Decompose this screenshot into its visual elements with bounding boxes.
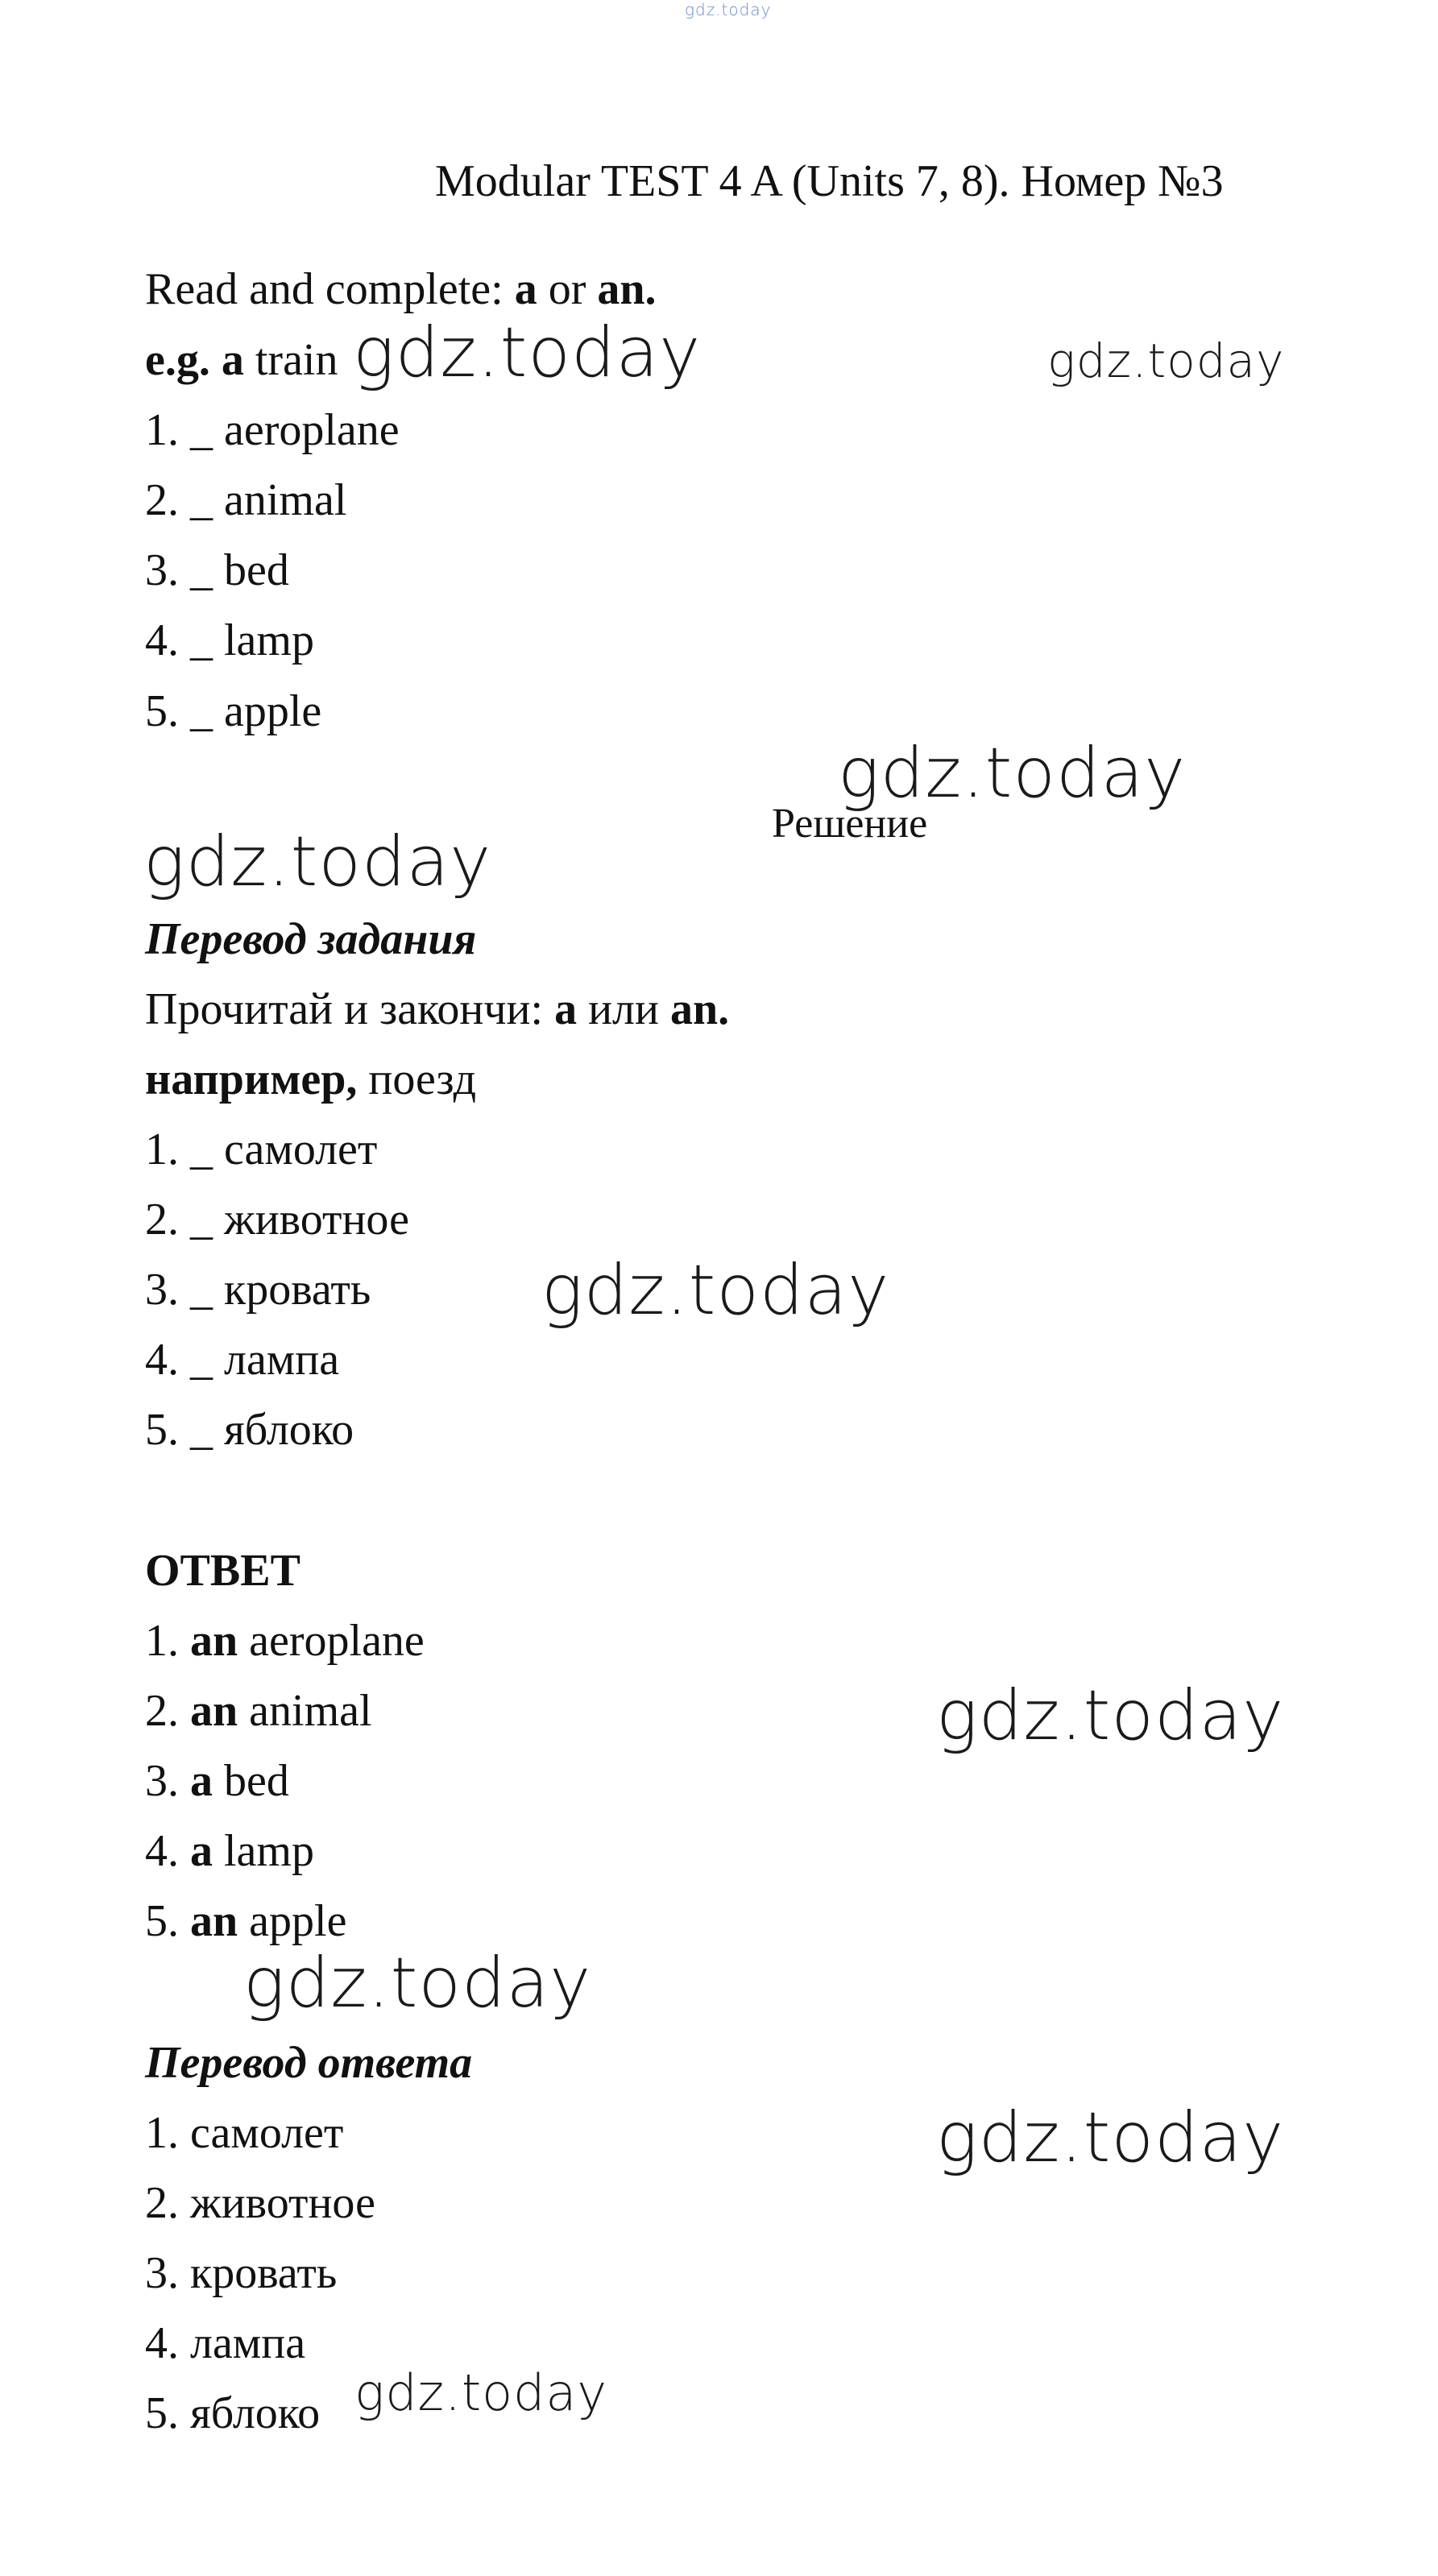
watermark: gdz.today xyxy=(936,1675,1285,1756)
task-translation-example: например, поезд xyxy=(145,1054,477,1104)
answer-item: 5. an apple xyxy=(145,1896,347,1946)
task-translation-item: 2. _ животное xyxy=(145,1195,409,1245)
answer-translation-item: 4. лампа xyxy=(145,2318,306,2368)
task-translation-item: 1. _ самолет xyxy=(145,1124,378,1174)
task-instruction: Read and complete: a or an. xyxy=(145,264,657,314)
watermark: gdz.today xyxy=(936,2098,1285,2178)
task-translation-item: 3. _ кровать xyxy=(145,1265,371,1315)
watermark: gdz.today xyxy=(143,822,492,902)
task-item: 4. _ lamp xyxy=(145,615,314,665)
answer-item: 3. a bed xyxy=(145,1756,289,1806)
watermark: gdz.today xyxy=(1047,333,1285,388)
task-item: 3. _ bed xyxy=(145,545,289,595)
task-item: 2. _ animal xyxy=(145,475,347,525)
watermark: gdz.today xyxy=(353,313,702,393)
answer-translation-item: 3. кровать xyxy=(145,2248,338,2298)
task-item: 1. _ aeroplane xyxy=(145,405,400,455)
task-translation-instruction: Прочитай и закончи: a или an. xyxy=(145,984,730,1034)
task-translation-item: 5. _ яблоко xyxy=(145,1405,354,1455)
solution-label: Решение xyxy=(772,801,928,847)
page-title: Modular TEST 4 A (Units 7, 8). Номер №3 xyxy=(435,156,1224,206)
task-translation-item: 4. _ лампа xyxy=(145,1335,340,1385)
answer-item: 1. an aeroplane xyxy=(145,1616,425,1666)
answer-translation-item: 5. яблоко xyxy=(145,2388,321,2438)
top-watermark: gdz.today xyxy=(685,0,772,19)
task-item: 5. _ apple xyxy=(145,686,322,736)
watermark: gdz.today xyxy=(354,2363,608,2422)
watermark: gdz.today xyxy=(838,733,1187,814)
watermark: gdz.today xyxy=(243,1943,592,2023)
watermark: gdz.today xyxy=(541,1250,890,1331)
task-translation-heading: Перевод задания xyxy=(145,914,477,964)
task-example: e.g. a train xyxy=(145,335,338,385)
answer-item: 4. a lamp xyxy=(145,1826,314,1876)
answer-heading: ОТВЕТ xyxy=(145,1546,300,1596)
answer-item: 2. an animal xyxy=(145,1686,372,1736)
answer-translation-item: 2. животное xyxy=(145,2178,375,2228)
answer-translation-item: 1. самолет xyxy=(145,2108,344,2158)
answer-translation-heading: Перевод ответа xyxy=(145,2038,473,2088)
